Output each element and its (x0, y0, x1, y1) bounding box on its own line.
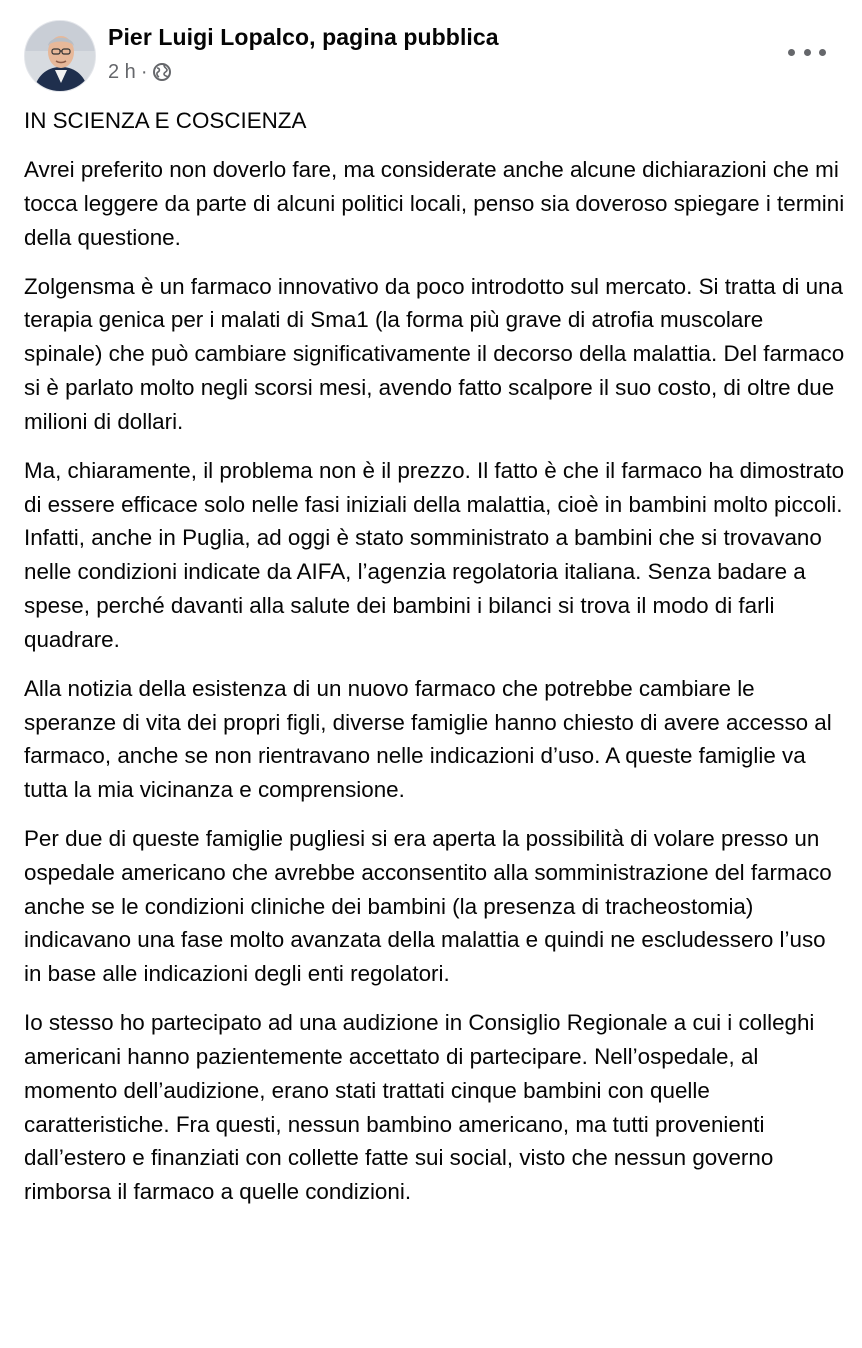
post-time[interactable]: 2 h (108, 60, 136, 83)
post-content (24, 104, 846, 1224)
globe-icon[interactable] (152, 62, 172, 82)
post-paragraph: Zolgensma è un farmaco innovativo da poco introdotto sul mercato. Si tratta di una terapia genica per i malati di Sma1 (la forma più grave di atrofia muscolare spinale) che può cambiare significativamente il decorso della malattia. Del farmaco si è parlato molto negli scorsi mesi, avendo fatto scalpore il suo costo, di oltre due milioni di dollari. (24, 273, 845, 434)
post-meta (108, 58, 172, 86)
post-paragraph: Per due di queste famiglie pugliesi si era aperta la possibilità di volare presso un ospedale americano che avrebbe acconsentito alla somministrazione del farmaco anche se le condizioni cliniche dei bambini (la presenza di tracheostomia) indicavano una fase molto avanzata della malattia e quindi ne escludessero l’uso in base alle indicazioni degli enti regolatori. (24, 826, 832, 987)
post-header (24, 20, 844, 92)
author-avatar[interactable] (24, 20, 96, 92)
more-options-button[interactable] (788, 42, 826, 62)
author-name[interactable]: Pier Luigi Lopalco, pagina pubblica (108, 24, 499, 50)
post-title: IN SCIENZA E COSCIENZA (24, 108, 307, 133)
post-paragraph: Avrei preferito non doverlo fare, ma considerate anche alcune dichiarazioni che mi tocca leggere da parte di alcuni politici locali, penso sia doveroso spiegare i termini della questione. (24, 156, 845, 250)
more-dot-icon (788, 49, 795, 56)
post-paragraph: Alla notizia della esistenza di un nuovo farmaco che potrebbe cambiare le speranze di vita dei propri figli, diverse famiglie hanno chiesto di avere accesso al farmaco, anche se non rientravano nelle indicazioni d’uso. A queste famiglie va tutta la mia vicinanza e comprensione. (24, 675, 832, 803)
more-dot-icon (804, 49, 811, 56)
post-paragraph: Io stesso ho partecipato ad una audizione in Consiglio Regionale a cui i colleghi americani hanno pazientemente accettato di partecipare. Nell’ospedale, al momento dell’audizione, erano stati trattati cinque bambini con quelle caratteristiche. Fra questi, nessun bambino americano, ma tutti provenienti dall’estero e finanziati con collette fatte sui social, visto che nessun governo rimborsa il farmaco a quelle condizioni. (24, 1010, 815, 1205)
avatar-image (25, 21, 96, 92)
post-paragraph: Ma, chiaramente, il problema non è il prezzo. Il fatto è che il farmaco ha dimostrato di essere efficace solo nelle fasi iniziali della malattia, cioè in bambini molto piccoli. Infatti, anche in Puglia, ad oggi è stato somministrato a bambini che si trovavano nelle condizioni indicate da AIFA, l’agenzia regolatoria italiana. Senza badare a spese, perché davanti alla salute dei bambini i bilanci si trova il modo di farli quadrare. (24, 457, 845, 652)
meta-separator: · (140, 60, 148, 83)
more-dot-icon (819, 49, 826, 56)
